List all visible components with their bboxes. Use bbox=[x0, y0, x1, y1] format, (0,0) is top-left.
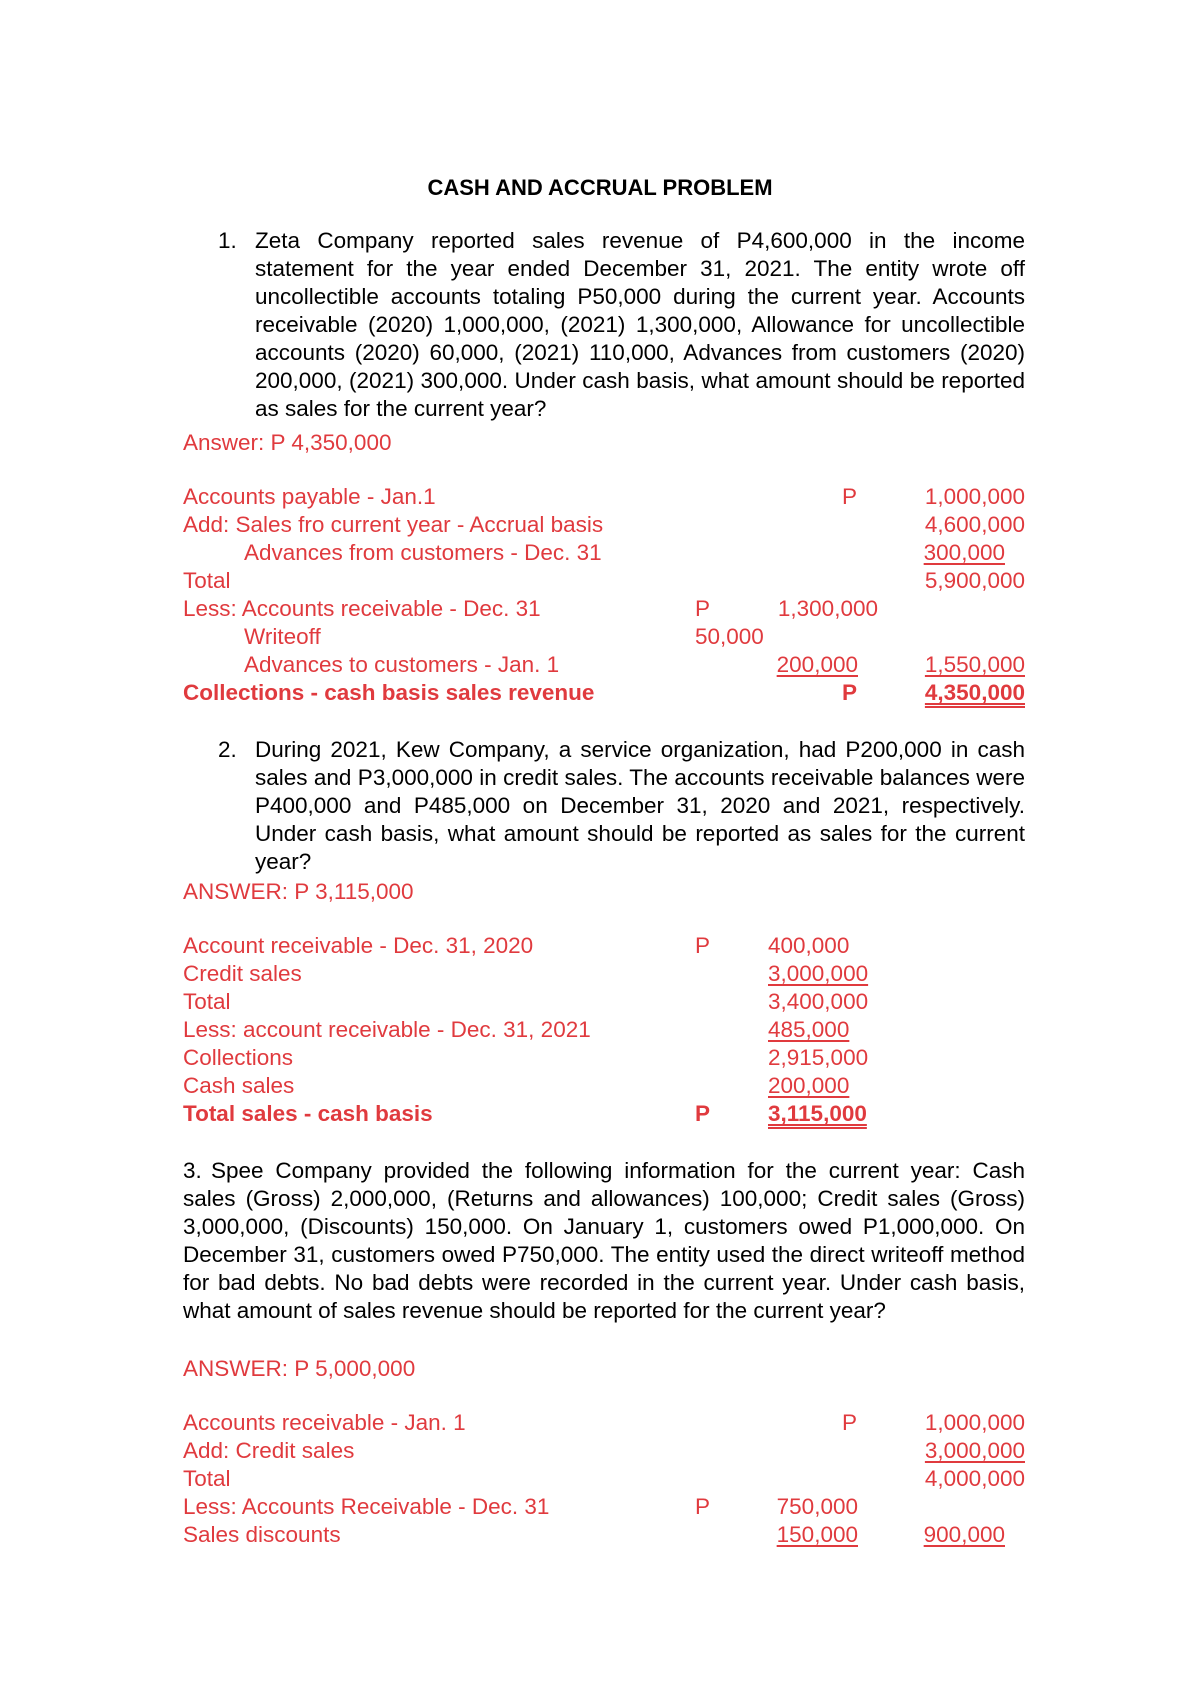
problem-1-question: Zeta Company reported sales revenue of P4,600,000 in the income statement for the year ended December 31, 2021. The entity wrote off uncollectible accounts totaling P50,000 during the current year. Accounts receivable (2020) 1,000,000, (2021) 1,300,000, Allowance for uncollectible accounts (2020) 60,000, (2021) 110,000, Advances from customers (2020) 200,000, (2021) 300,000. Under cash basis, what amount should be reported as sales for the current year? bbox=[255, 228, 1025, 421]
table-row: Total 5,900,000 bbox=[183, 568, 1025, 593]
table-row: Less: Accounts receivable - Dec. 31 P 1,300,000 bbox=[183, 596, 878, 621]
table-row: Less: account receivable - Dec. 31, 2021 485,000 bbox=[183, 1017, 850, 1042]
table-row: Less: Accounts Receivable - Dec. 31 P 750,000 bbox=[183, 1494, 858, 1519]
table-row: Add: Sales fro current year - Accrual basis 4,600,000 bbox=[183, 512, 1025, 537]
table-row: Advances from customers - Dec. 31 300,000 bbox=[244, 540, 1005, 565]
problem-1-answer: Answer: P 4,350,000 bbox=[183, 430, 392, 455]
table-row: Sales discounts 150,000 900,000 bbox=[183, 1522, 1005, 1547]
page-title: CASH AND ACCRUAL PROBLEM bbox=[427, 175, 773, 200]
table-row: Total 4,000,000 bbox=[183, 1466, 1025, 1491]
table-row-total: Total sales - cash basis P 3,115,000 bbox=[183, 1101, 867, 1126]
problem-3-question: Spee Company provided the following information for the current year: Cash sales (Gross) 2,000,000, (Returns and allowances) 100,000; Credit sales (Gross) 3,000,000, (Discounts) 150,000. On January 1, customers owed P1,000,000. On December 31, customers owed P750,000. The entity used the direct writeoff method for bad debts. No bad debts were recorded in the current year. Under cash basis, what amount of sales revenue should be reported for the current year? bbox=[183, 1158, 1025, 1323]
table-row: Account receivable - Dec. 31, 2020 P 400,000 bbox=[183, 933, 850, 958]
problem-3-answer: ANSWER: P 5,000,000 bbox=[183, 1356, 416, 1381]
problem-2-answer: ANSWER: P 3,115,000 bbox=[183, 879, 414, 904]
table-row: Accounts payable - Jan.1 P 1,000,000 bbox=[183, 484, 1025, 509]
table-row: Credit sales 3,000,000 bbox=[183, 961, 869, 986]
table-row: Advances to customers - Jan. 1 200,000 1,550,000 bbox=[244, 652, 1025, 677]
table-row: Collections 2,915,000 bbox=[183, 1045, 869, 1070]
problem-2-number: 2. bbox=[218, 737, 237, 762]
problem-2-question: During 2021, Kew Company, a service organization, had P200,000 in cash sales and P3,000,000 in credit sales. The accounts receivable balances were P400,000 and P485,000 on December 31, 2020 and 2021, respectively. Under cash basis, what amount should be reported as sales for the current year? bbox=[255, 737, 1025, 874]
table-row-total: Collections - cash basis sales revenue P 4,350,000 bbox=[183, 680, 1025, 705]
problem-1-number: 1. bbox=[218, 228, 237, 253]
table-row: Cash sales 200,000 bbox=[183, 1073, 850, 1098]
table-row: Total 3,400,000 bbox=[183, 989, 869, 1014]
table-row: Writeoff 50,000 bbox=[244, 624, 764, 649]
table-row: Add: Credit sales 3,000,000 bbox=[183, 1438, 1025, 1463]
problem-3-number: 3. bbox=[183, 1158, 202, 1183]
table-row: Accounts receivable - Jan. 1 P 1,000,000 bbox=[183, 1410, 1025, 1435]
